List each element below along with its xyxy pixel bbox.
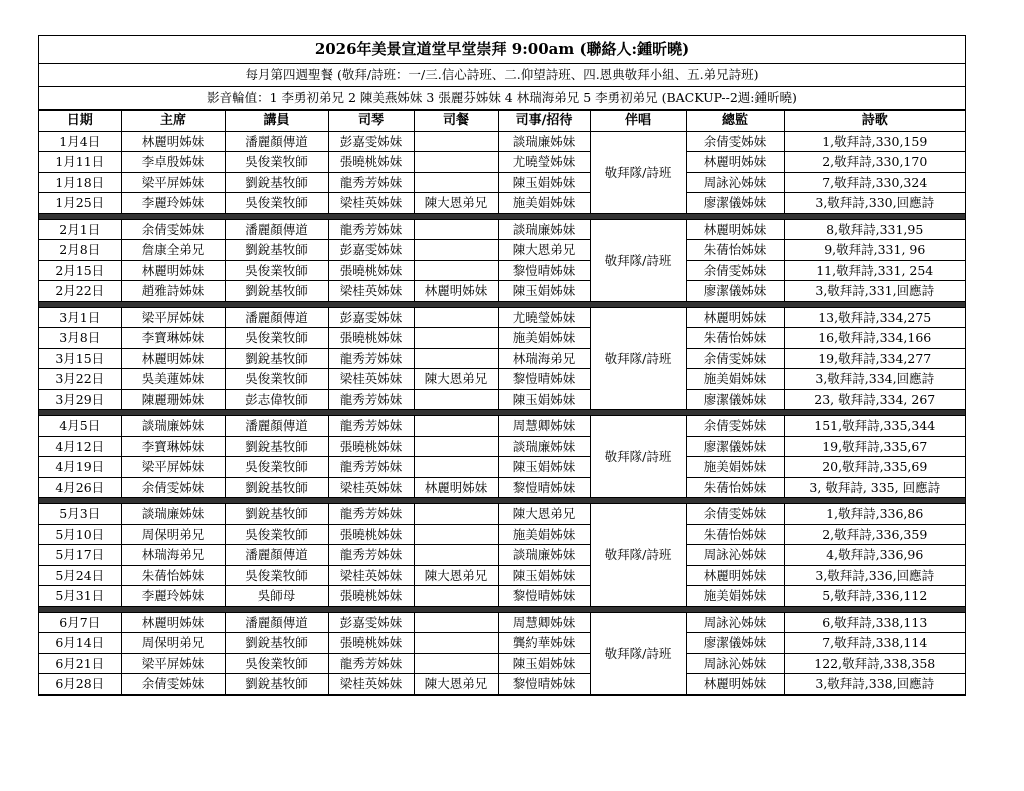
cell-chair: 趙雅詩姊妹: [121, 281, 225, 302]
cell-director: 廖潔儀姊妹: [686, 389, 784, 410]
cell-pianist: 張曉桃姊妹: [328, 152, 414, 173]
cell-chair: 陳麗珊姊妹: [121, 389, 225, 410]
cell-chair: 梁平屏姊妹: [121, 172, 225, 193]
cell-speaker: 劉銳基牧師: [225, 436, 328, 457]
table-header-row: [39, 111, 965, 132]
cell-director: 廖潔儀姊妹: [686, 281, 784, 302]
col-header-speaker: 講員: [225, 111, 328, 132]
table-row: [39, 545, 965, 566]
cell-speaker: 劉銳基牧師: [225, 477, 328, 498]
cell-pianist: 梁桂英姊妹: [328, 281, 414, 302]
cell-date: 2月22日: [39, 281, 121, 302]
cell-pianist: 龍秀芳姊妹: [328, 348, 414, 369]
cell-pianist: 梁桂英姊妹: [328, 565, 414, 586]
table-row: [39, 260, 965, 281]
table-row: [39, 586, 965, 607]
cell-speaker: 劉銳基牧師: [225, 172, 328, 193]
cell-director: 余倩雯姊妹: [686, 260, 784, 281]
cell-pianist: 張曉桃姊妹: [328, 524, 414, 545]
cell-date: 1月25日: [39, 193, 121, 214]
cell-chair: 周保明弟兄: [121, 524, 225, 545]
cell-usher: 龔約華姊妹: [498, 633, 590, 654]
cell-usher: 談瑞廉姊妹: [498, 131, 590, 152]
cell-hymns: 20,敬拜詩,335,69: [784, 457, 965, 478]
cell-communion: 陳大恩弟兄: [414, 369, 498, 390]
table-row: [39, 219, 965, 240]
table-row: [39, 436, 965, 457]
cell-date: 3月15日: [39, 348, 121, 369]
cell-hymns: 19,敬拜詩,335,67: [784, 436, 965, 457]
cell-date: 4月12日: [39, 436, 121, 457]
cell-communion: [414, 328, 498, 349]
cell-hymns: 2,敬拜詩,330,170: [784, 152, 965, 173]
cell-director: 施美娟姊妹: [686, 586, 784, 607]
cell-director: 周詠沁姊妹: [686, 653, 784, 674]
cell-speaker: 吳俊業牧師: [225, 653, 328, 674]
cell-speaker: 劉銳基牧師: [225, 633, 328, 654]
cell-hymns: 11,敬拜詩,331, 254: [784, 260, 965, 281]
table-row: [39, 389, 965, 410]
cell-communion: 林麗明姊妹: [414, 281, 498, 302]
cell-usher: 林瑞海弟兄: [498, 348, 590, 369]
table-row: [39, 131, 965, 152]
table-row: [39, 504, 965, 525]
cell-speaker: 吳俊業牧師: [225, 457, 328, 478]
cell-date: 1月11日: [39, 152, 121, 173]
cell-pianist: 張曉桃姊妹: [328, 436, 414, 457]
cell-chair: 李麗玲姊妹: [121, 586, 225, 607]
cell-pianist: 彭嘉雯姊妹: [328, 131, 414, 152]
cell-pianist: 梁桂英姊妹: [328, 674, 414, 695]
table-row: [39, 612, 965, 633]
cell-director: 余倩雯姊妹: [686, 131, 784, 152]
cell-director: 朱蒨怡姊妹: [686, 328, 784, 349]
cell-director: 廖潔儀姊妹: [686, 193, 784, 214]
cell-communion: [414, 307, 498, 328]
cell-chair: 詹康全弟兄: [121, 240, 225, 261]
cell-date: 6月14日: [39, 633, 121, 654]
col-header-usher: 司事/招待: [498, 111, 590, 132]
cell-speaker: 吳俊業牧師: [225, 193, 328, 214]
cell-speaker: 吳俊業牧師: [225, 260, 328, 281]
cell-communion: [414, 633, 498, 654]
cell-communion: [414, 612, 498, 633]
cell-speaker: 潘麗顏傳道: [225, 416, 328, 437]
cell-usher: 陳大恩弟兄: [498, 240, 590, 261]
cell-hymns: 6,敬拜詩,338,113: [784, 612, 965, 633]
cell-communion: 陳大恩弟兄: [414, 565, 498, 586]
media-rotation: 影音輪值：1 李勇初弟兄 2 陳美燕姊妹 3 張麗芬姊妹 4 林瑞海弟兄 5 李勇初弟兄 (BACKUP--2週:鍾昕曉): [39, 87, 965, 110]
cell-communion: [414, 240, 498, 261]
table-row: [39, 193, 965, 214]
cell-usher: 周慧卿姊妹: [498, 612, 590, 633]
table-row: [39, 524, 965, 545]
cell-speaker: 吳俊業牧師: [225, 369, 328, 390]
page-title: 2026年美景宣道堂早堂崇拜 9:00am (聯絡人:鍾昕曉): [39, 36, 965, 64]
cell-usher: 施美娟姊妹: [498, 328, 590, 349]
cell-hymns: 8,敬拜詩,331,95: [784, 219, 965, 240]
cell-chair: 李寶琳姊妹: [121, 328, 225, 349]
table-row: [39, 674, 965, 695]
cell-director: 周詠沁姊妹: [686, 172, 784, 193]
cell-chair: 梁平屏姊妹: [121, 307, 225, 328]
col-header-chair: 主席: [121, 111, 225, 132]
cell-communion: 林麗明姊妹: [414, 477, 498, 498]
cell-pianist: 梁桂英姊妹: [328, 477, 414, 498]
table-row: [39, 633, 965, 654]
cell-usher: 談瑞廉姊妹: [498, 436, 590, 457]
cell-usher: 陳玉娟姊妹: [498, 457, 590, 478]
cell-chair: 談瑞廉姊妹: [121, 416, 225, 437]
cell-pianist: 龍秀芳姊妹: [328, 653, 414, 674]
cell-speaker: 劉銳基牧師: [225, 504, 328, 525]
cell-speaker: 劉銳基牧師: [225, 240, 328, 261]
table-row: [39, 240, 965, 261]
cell-speaker: 潘麗顏傳道: [225, 131, 328, 152]
cell-date: 3月8日: [39, 328, 121, 349]
cell-chair: 林麗明姊妹: [121, 260, 225, 281]
cell-speaker: 彭志偉牧師: [225, 389, 328, 410]
table-row: [39, 307, 965, 328]
cell-hymns: 1,敬拜詩,330,159: [784, 131, 965, 152]
cell-singer: 敬拜隊/詩班: [590, 307, 686, 410]
table-row: [39, 369, 965, 390]
cell-usher: 周慧卿姊妹: [498, 416, 590, 437]
cell-chair: 余倩雯姊妹: [121, 219, 225, 240]
table-row: [39, 348, 965, 369]
cell-director: 林麗明姊妹: [686, 307, 784, 328]
cell-director: 林麗明姊妹: [686, 152, 784, 173]
cell-date: 6月21日: [39, 653, 121, 674]
cell-speaker: 潘麗顏傳道: [225, 307, 328, 328]
cell-communion: 陳大恩弟兄: [414, 674, 498, 695]
col-header-pianist: 司琴: [328, 111, 414, 132]
cell-usher: 陳玉娟姊妹: [498, 389, 590, 410]
cell-date: 5月24日: [39, 565, 121, 586]
cell-hymns: 23, 敬拜詩,334, 267: [784, 389, 965, 410]
cell-date: 2月8日: [39, 240, 121, 261]
cell-chair: 余倩雯姊妹: [121, 477, 225, 498]
table-row: [39, 281, 965, 302]
cell-pianist: 龍秀芳姊妹: [328, 219, 414, 240]
cell-date: 4月26日: [39, 477, 121, 498]
cell-communion: [414, 524, 498, 545]
cell-director: 朱蒨怡姊妹: [686, 524, 784, 545]
cell-hymns: 3,敬拜詩,330,回應詩: [784, 193, 965, 214]
cell-chair: 吳美蓮姊妹: [121, 369, 225, 390]
cell-hymns: 5,敬拜詩,336,112: [784, 586, 965, 607]
cell-pianist: 張曉桃姊妹: [328, 260, 414, 281]
cell-communion: [414, 131, 498, 152]
cell-usher: 黎愷晴姊妹: [498, 260, 590, 281]
cell-hymns: 7,敬拜詩,330,324: [784, 172, 965, 193]
cell-pianist: 梁桂英姊妹: [328, 193, 414, 214]
table-row: [39, 477, 965, 498]
schedule-table: [39, 110, 965, 695]
cell-singer: 敬拜隊/詩班: [590, 504, 686, 607]
cell-pianist: 梁桂英姊妹: [328, 369, 414, 390]
cell-communion: [414, 172, 498, 193]
cell-hymns: 2,敬拜詩,336,359: [784, 524, 965, 545]
cell-date: 6月28日: [39, 674, 121, 695]
cell-speaker: 吳俊業牧師: [225, 152, 328, 173]
cell-pianist: 龍秀芳姊妹: [328, 504, 414, 525]
cell-pianist: 彭嘉雯姊妹: [328, 307, 414, 328]
cell-director: 廖潔儀姊妹: [686, 633, 784, 654]
cell-pianist: 龍秀芳姊妹: [328, 545, 414, 566]
col-header-date: 日期: [39, 111, 121, 132]
cell-chair: 林瑞海弟兄: [121, 545, 225, 566]
cell-usher: 黎愷晴姊妹: [498, 586, 590, 607]
cell-hymns: 4,敬拜詩,336,96: [784, 545, 965, 566]
cell-director: 朱蒨怡姊妹: [686, 477, 784, 498]
table-row: [39, 172, 965, 193]
cell-chair: 李寶琳姊妹: [121, 436, 225, 457]
cell-director: 廖潔儀姊妹: [686, 436, 784, 457]
cell-usher: 施美娟姊妹: [498, 524, 590, 545]
cell-chair: 梁平屏姊妹: [121, 457, 225, 478]
cell-usher: 黎愷晴姊妹: [498, 674, 590, 695]
cell-speaker: 吳師母: [225, 586, 328, 607]
cell-communion: [414, 653, 498, 674]
cell-singer: 敬拜隊/詩班: [590, 416, 686, 498]
cell-usher: 尤曉瑩姊妹: [498, 307, 590, 328]
table-row: [39, 152, 965, 173]
cell-usher: 陳玉娟姊妹: [498, 653, 590, 674]
cell-communion: 陳大恩弟兄: [414, 193, 498, 214]
cell-date: 2月1日: [39, 219, 121, 240]
cell-usher: 談瑞廉姊妹: [498, 545, 590, 566]
cell-chair: 余倩雯姊妹: [121, 674, 225, 695]
cell-speaker: 劉銳基牧師: [225, 281, 328, 302]
cell-date: 5月17日: [39, 545, 121, 566]
cell-hymns: 3,敬拜詩,336,回應詩: [784, 565, 965, 586]
cell-communion: [414, 219, 498, 240]
cell-speaker: 劉銳基牧師: [225, 674, 328, 695]
cell-usher: 談瑞廉姊妹: [498, 219, 590, 240]
cell-pianist: 龍秀芳姊妹: [328, 389, 414, 410]
cell-speaker: 潘麗顏傳道: [225, 219, 328, 240]
cell-pianist: 龍秀芳姊妹: [328, 172, 414, 193]
cell-speaker: 劉銳基牧師: [225, 348, 328, 369]
cell-chair: 林麗明姊妹: [121, 612, 225, 633]
cell-speaker: 潘麗顏傳道: [225, 545, 328, 566]
cell-hymns: 3,敬拜詩,331,回應詩: [784, 281, 965, 302]
cell-hymns: 1,敬拜詩,336,86: [784, 504, 965, 525]
cell-communion: [414, 260, 498, 281]
cell-chair: 梁平屏姊妹: [121, 653, 225, 674]
cell-usher: 黎愷晴姊妹: [498, 369, 590, 390]
cell-usher: 尤曉瑩姊妹: [498, 152, 590, 173]
cell-communion: [414, 504, 498, 525]
cell-speaker: 吳俊業牧師: [225, 328, 328, 349]
cell-hymns: 9,敬拜詩,331, 96: [784, 240, 965, 261]
cell-singer: 敬拜隊/詩班: [590, 612, 686, 694]
cell-usher: 陳大恩弟兄: [498, 504, 590, 525]
cell-communion: [414, 348, 498, 369]
cell-hymns: 7,敬拜詩,338,114: [784, 633, 965, 654]
cell-pianist: 張曉桃姊妹: [328, 586, 414, 607]
cell-chair: 李卓殷姊妹: [121, 152, 225, 173]
cell-communion: [414, 436, 498, 457]
cell-director: 林麗明姊妹: [686, 674, 784, 695]
table-row: [39, 653, 965, 674]
cell-usher: 陳玉娟姊妹: [498, 281, 590, 302]
cell-communion: [414, 586, 498, 607]
cell-pianist: 彭嘉雯姊妹: [328, 240, 414, 261]
cell-pianist: 張曉桃姊妹: [328, 328, 414, 349]
cell-date: 5月31日: [39, 586, 121, 607]
col-header-singer: 伴唱: [590, 111, 686, 132]
cell-hymns: 3,敬拜詩,334,回應詩: [784, 369, 965, 390]
cell-chair: 周保明弟兄: [121, 633, 225, 654]
cell-date: 1月18日: [39, 172, 121, 193]
cell-date: 6月7日: [39, 612, 121, 633]
cell-hymns: 3,敬拜詩,338,回應詩: [784, 674, 965, 695]
cell-date: 3月1日: [39, 307, 121, 328]
cell-chair: 李麗玲姊妹: [121, 193, 225, 214]
cell-pianist: 龍秀芳姊妹: [328, 416, 414, 437]
cell-hymns: 151,敬拜詩,335,344: [784, 416, 965, 437]
cell-chair: 朱蒨怡姊妹: [121, 565, 225, 586]
cell-date: 5月3日: [39, 504, 121, 525]
cell-chair: 林麗明姊妹: [121, 131, 225, 152]
cell-date: 3月22日: [39, 369, 121, 390]
cell-communion: [414, 416, 498, 437]
cell-hymns: 19,敬拜詩,334,277: [784, 348, 965, 369]
schedule-sheet: [38, 35, 966, 696]
table-row: [39, 457, 965, 478]
cell-chair: 談瑞廉姊妹: [121, 504, 225, 525]
table-row: [39, 328, 965, 349]
cell-director: 周詠沁姊妹: [686, 612, 784, 633]
cell-director: 施美娟姊妹: [686, 457, 784, 478]
cell-communion: [414, 457, 498, 478]
cell-singer: 敬拜隊/詩班: [590, 219, 686, 301]
table-row: [39, 565, 965, 586]
cell-usher: 陳玉娟姊妹: [498, 172, 590, 193]
cell-director: 施美娟姊妹: [686, 369, 784, 390]
col-header-hymns: 詩歌: [784, 111, 965, 132]
cell-director: 林麗明姊妹: [686, 219, 784, 240]
cell-pianist: 彭嘉雯姊妹: [328, 612, 414, 633]
communion-note: 每月第四週聖餐 (敬拜/詩班：一/三.信心詩班、二.仰望詩班、四.恩典敬拜小組、五.弟兄詩班): [39, 64, 965, 87]
cell-speaker: 吳俊業牧師: [225, 565, 328, 586]
cell-director: 林麗明姊妹: [686, 565, 784, 586]
cell-usher: 施美娟姊妹: [498, 193, 590, 214]
cell-date: 2月15日: [39, 260, 121, 281]
cell-usher: 陳玉娟姊妹: [498, 565, 590, 586]
cell-date: 1月4日: [39, 131, 121, 152]
cell-director: 余倩雯姊妹: [686, 504, 784, 525]
cell-hymns: 13,敬拜詩,334,275: [784, 307, 965, 328]
cell-speaker: 潘麗顏傳道: [225, 612, 328, 633]
cell-hymns: 122,敬拜詩,338,358: [784, 653, 965, 674]
cell-communion: [414, 389, 498, 410]
col-header-director: 總監: [686, 111, 784, 132]
cell-pianist: 龍秀芳姊妹: [328, 457, 414, 478]
cell-pianist: 張曉桃姊妹: [328, 633, 414, 654]
cell-date: 5月10日: [39, 524, 121, 545]
cell-hymns: 16,敬拜詩,334,166: [784, 328, 965, 349]
cell-communion: [414, 152, 498, 173]
cell-hymns: 3, 敬拜詩, 335, 回應詩: [784, 477, 965, 498]
cell-date: 4月19日: [39, 457, 121, 478]
cell-usher: 黎愷晴姊妹: [498, 477, 590, 498]
schedule-body: [39, 131, 965, 694]
col-header-communion: 司餐: [414, 111, 498, 132]
cell-date: 3月29日: [39, 389, 121, 410]
cell-chair: 林麗明姊妹: [121, 348, 225, 369]
cell-director: 周詠沁姊妹: [686, 545, 784, 566]
cell-director: 余倩雯姊妹: [686, 348, 784, 369]
cell-singer: 敬拜隊/詩班: [590, 131, 686, 213]
cell-date: 4月5日: [39, 416, 121, 437]
cell-director: 余倩雯姊妹: [686, 416, 784, 437]
cell-director: 朱蒨怡姊妹: [686, 240, 784, 261]
table-row: [39, 416, 965, 437]
cell-speaker: 吳俊業牧師: [225, 524, 328, 545]
cell-communion: [414, 545, 498, 566]
